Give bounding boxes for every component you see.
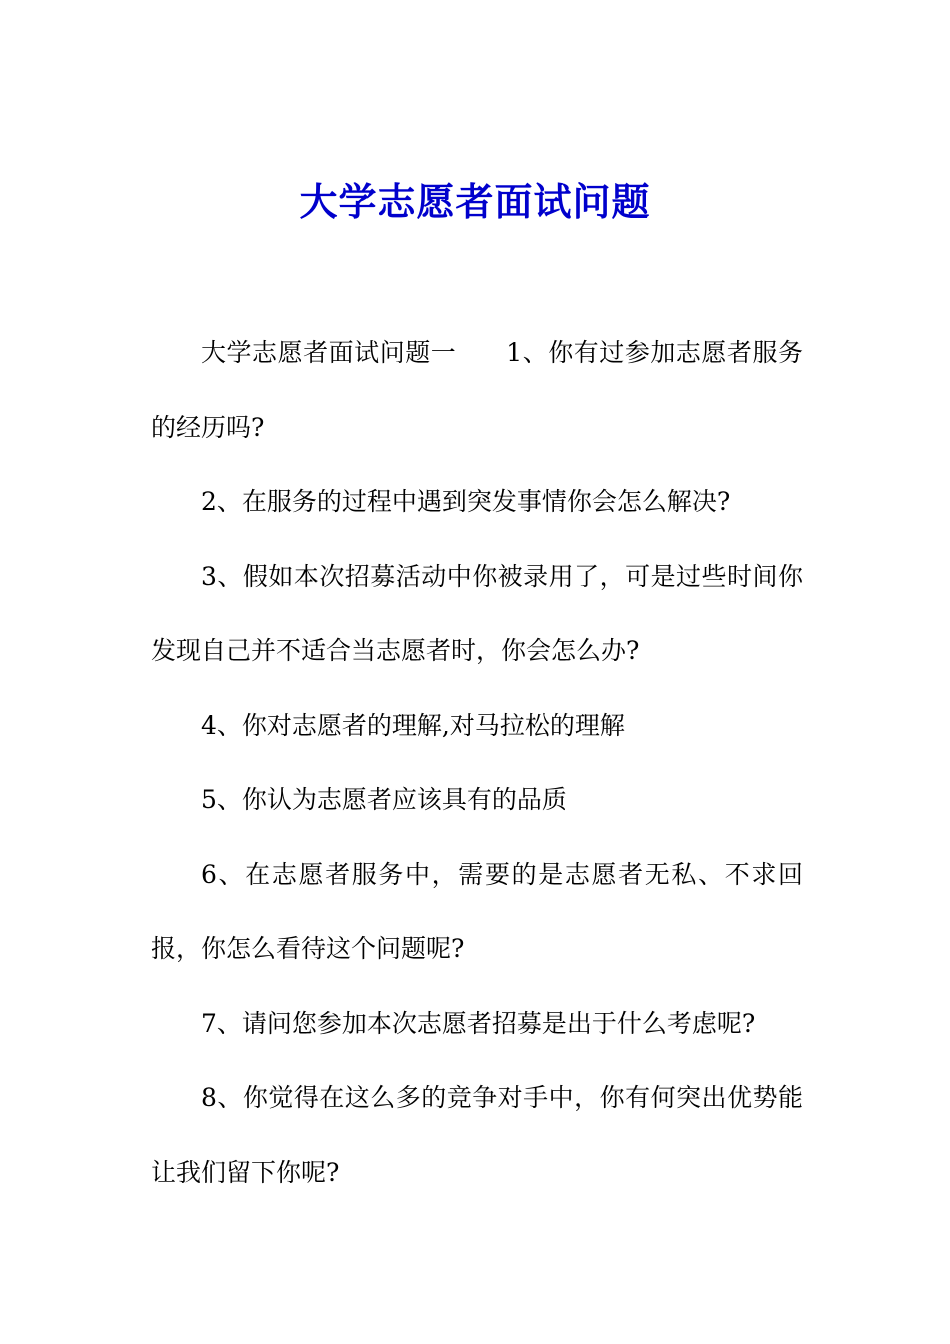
question-7: 7、请问您参加本次志愿者招募是出于什么考虑呢? xyxy=(201,1008,756,1038)
paragraph-q1 xyxy=(151,316,803,465)
question-6: 6、在志愿者服务中，需要的是志愿者无私、不求回报，你怎么看待这个问题呢? xyxy=(151,859,803,963)
question-8: 8、你觉得在这么多的竞争对手中，你有何突出优势能让我们留下你呢? xyxy=(151,1083,803,1187)
intro-label: 大学志愿者面试问题一 xyxy=(201,338,457,367)
question-2: 2、在服务的过程中遇到突发事情你会怎么解决? xyxy=(201,487,731,516)
document-body xyxy=(151,316,803,1210)
question-1: 1、你有过参加志愿者服务的经历吗? xyxy=(151,338,803,442)
document-title: 大学志愿者面试问题 xyxy=(299,179,651,224)
question-3: 3、假如本次招募活动中你被录用了，可是过些时间你发现自己并不适合当志愿者时，你会怎么办? xyxy=(151,561,803,665)
question-4: 4、你对志愿者的理解,对马拉松的理解 xyxy=(201,710,625,740)
question-5: 5、你认为志愿者应该具有的品质 xyxy=(201,785,567,814)
